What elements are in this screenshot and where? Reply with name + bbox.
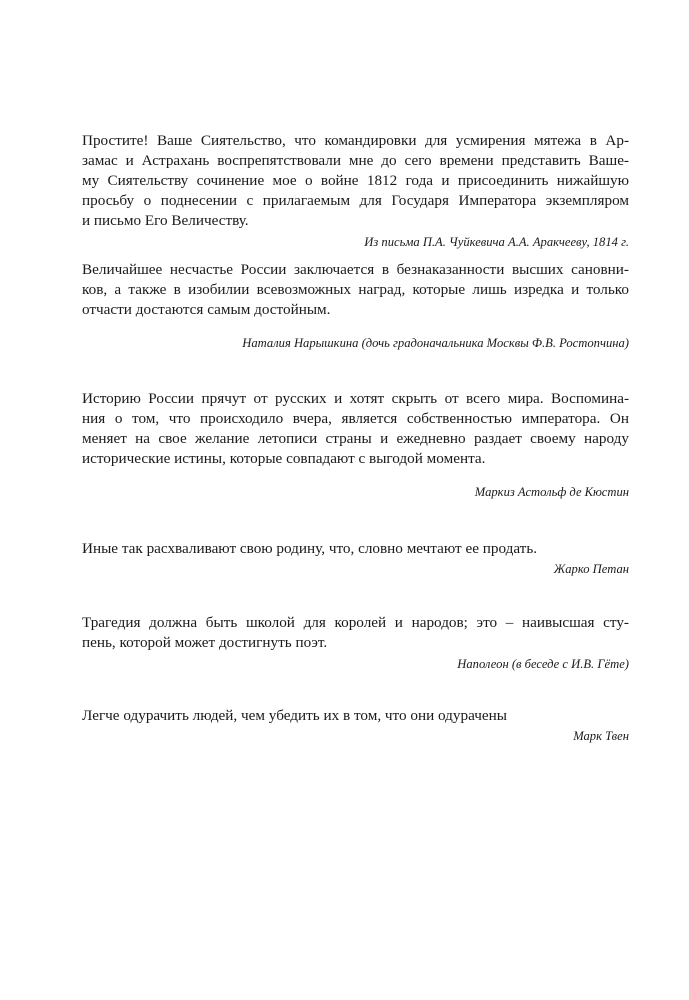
- quote-line: просьбу о поднесении с прилагаемым для Государя Императора экземпляром: [82, 192, 629, 209]
- quote-author: Наталия Нарышкина (дочь градоначальника Москвы Ф.В. Ростопчина): [242, 336, 629, 350]
- quote-line: Легче одурачить людей, чем убедить их в том, что они одурачены: [82, 707, 507, 724]
- quote-line: Иные так расхваливают свою родину, что, словно мечтают ее продать.: [82, 540, 538, 557]
- quote-line: му Сиятельству сочинение мое о войне 1812 года и присоединить нижайшую: [82, 172, 629, 189]
- quote-author: Марк Твен: [573, 729, 629, 743]
- quote-twain: [82, 706, 629, 745]
- quote-line: отчасти достаются самым достойным.: [82, 301, 331, 318]
- quote-author: Из письма П.А. Чуйкевича А.А. Аракчееву, 1814 г.: [364, 235, 629, 249]
- quote-text: [82, 389, 629, 469]
- quote-line: меняет на свое желание летописи страны и ежедневно раздает своему народу: [82, 430, 629, 447]
- quote-chuykevich: [82, 131, 629, 251]
- quote-line: Историю России прячут от русских и хотят скрыть от всего мира. Воспомина-: [82, 390, 629, 407]
- quote-custine: [82, 389, 629, 501]
- quote-napoleon: [82, 613, 629, 673]
- quote-author: Наполеон (в беседе с И.В. Гёте): [457, 657, 629, 671]
- quote-text: [82, 613, 629, 653]
- quote-line: Величайшее несчастье России заключается в безнаказанности высших сановни-: [82, 261, 629, 278]
- quote-line: пень, которой может достигнуть поэт.: [82, 634, 328, 651]
- quote-petan: [82, 539, 629, 578]
- quote-author: Маркиз Астольф де Кюстин: [474, 485, 629, 499]
- quote-text: [82, 131, 629, 231]
- quote-author: Жарко Петан: [553, 562, 629, 576]
- quote-line: ния о том, что происходило вчера, является собственностью императора. Он: [82, 410, 629, 427]
- quote-line: замас и Астрахань воспрепятствовали мне до сего времени представить Ваше-: [82, 152, 629, 169]
- quote-line: ков, а также в изобилии всевозможных наград, которые лишь изредка и только: [82, 281, 629, 298]
- quote-naryshkina: [82, 260, 629, 352]
- quote-line: исторические истины, которые совпадают с выгодой момента.: [82, 450, 486, 467]
- quote-line: Трагедия должна быть школой для королей и народов; это – наивысшая сту-: [82, 614, 629, 631]
- quote-line: Простите! Ваше Сиятельство, что командировки для усмирения мятежа в Ар-: [82, 132, 629, 149]
- quote-line: и письмо Его Величеству.: [82, 212, 249, 229]
- quote-text: [82, 260, 629, 320]
- quote-text: [82, 706, 629, 726]
- quote-text: [82, 539, 629, 559]
